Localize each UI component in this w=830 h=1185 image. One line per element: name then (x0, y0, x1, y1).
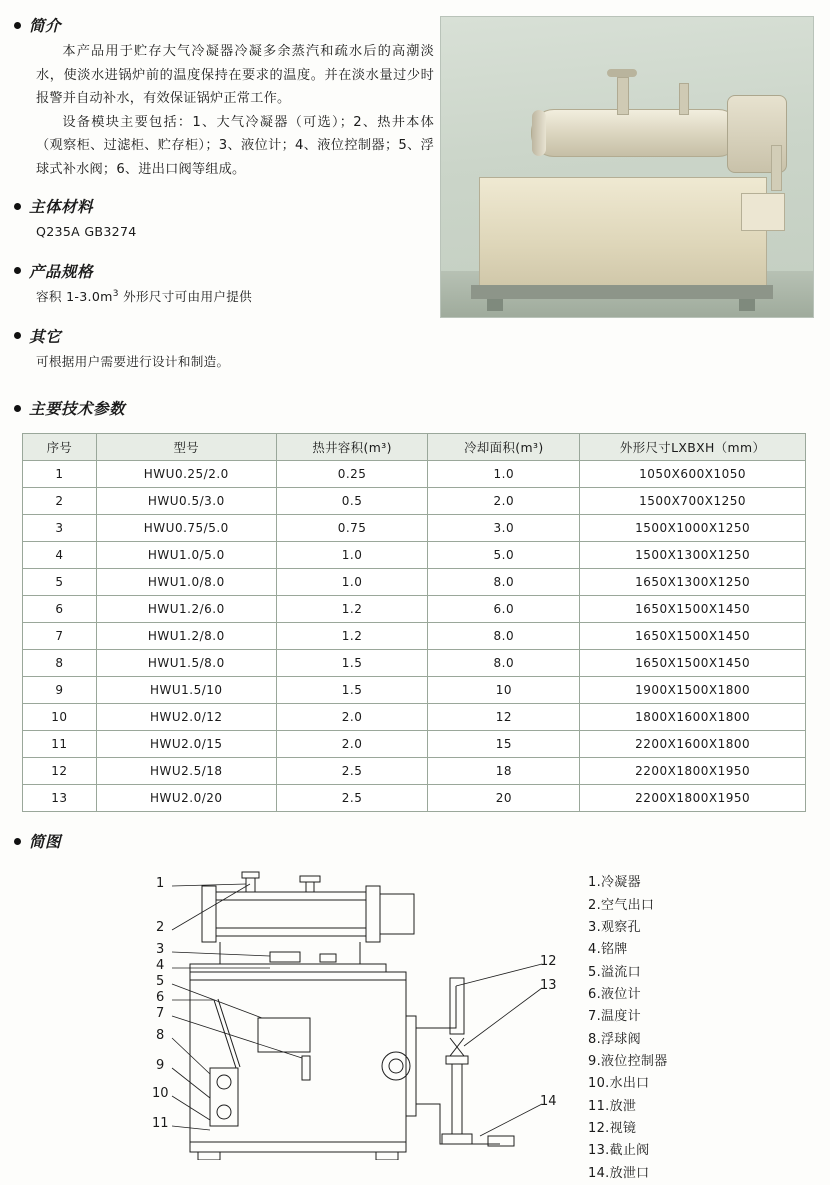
table-cell: 2200X1800X1950 (580, 758, 806, 785)
table-cell: 2.5 (276, 785, 428, 812)
table-row (23, 596, 806, 623)
photo-tank-base (471, 285, 773, 299)
table-cell: 9 (23, 677, 97, 704)
table-cell: 3 (23, 515, 97, 542)
table-cell: 0.25 (276, 461, 428, 488)
table-cell: HWU0.5/3.0 (96, 488, 276, 515)
table-cell: 1.5 (276, 677, 428, 704)
table-cell: 5 (23, 569, 97, 596)
intro-paragraph-1: 本产品用于贮存大气冷凝器冷凝多余蒸汽和疏水后的高潮淡水，使淡水进锅炉前的温度保持在要求的温度。并在淡水量过少时报警并自动补水，有效保证锅炉正常工作。 (36, 44, 434, 106)
legend-item: 4.铭牌 (588, 942, 628, 958)
params-title: 主要技术参数 (29, 400, 126, 419)
table-cell: 13 (23, 785, 97, 812)
table-header-cell: 型号 (96, 434, 276, 461)
table-header-cell: 冷却面积(m³) (428, 434, 580, 461)
table-header-cell: 外形尺寸LXBXH（mm） (580, 434, 806, 461)
table-cell: 2200X1800X1950 (580, 785, 806, 812)
table-cell: 12 (23, 758, 97, 785)
table-row (23, 650, 806, 677)
callout-3: 3 (156, 942, 165, 958)
other-heading (14, 325, 830, 347)
table-header-row (23, 434, 806, 461)
table-cell: HWU1.5/8.0 (96, 650, 276, 677)
table-cell: 5.0 (428, 542, 580, 569)
table-cell: 1800X1600X1800 (580, 704, 806, 731)
table-cell: 20 (428, 785, 580, 812)
callout-12: 12 (540, 954, 557, 970)
section-other (14, 325, 830, 374)
table-row (23, 569, 806, 596)
table-cell: 7 (23, 623, 97, 650)
table-cell: 10 (428, 677, 580, 704)
callout-7: 7 (156, 1006, 165, 1022)
callout-5: 5 (156, 974, 165, 990)
table-cell: 1500X700X1250 (580, 488, 806, 515)
intro-heading (14, 14, 434, 36)
diagram-heading (14, 830, 830, 852)
table-cell: 0.5 (276, 488, 428, 515)
table-cell: 2.0 (428, 488, 580, 515)
legend-item: 9.液位控制器 (588, 1054, 668, 1070)
table-header-cell: 序号 (23, 434, 97, 461)
table-cell: 1650X1500X1450 (580, 623, 806, 650)
table-row (23, 461, 806, 488)
diagram-legend (588, 872, 668, 1185)
legend-item: 3.观察孔 (588, 919, 641, 935)
material-value: Q235A GB3274 (36, 224, 137, 239)
legend-item: 11.放泄 (588, 1098, 637, 1114)
table-row (23, 542, 806, 569)
bullet-icon (14, 22, 21, 29)
callout-4: 4 (156, 958, 165, 974)
callout-13: 13 (540, 978, 557, 994)
table-row (23, 731, 806, 758)
table-cell: 1.2 (276, 623, 428, 650)
table-cell: 2.0 (276, 704, 428, 731)
photo-pipe-upper-left (617, 77, 629, 115)
legend-item: 7.温度计 (588, 1009, 641, 1025)
table-cell: 1.0 (276, 542, 428, 569)
table-cell: 18 (428, 758, 580, 785)
callout-10: 10 (152, 1086, 169, 1102)
spec-value-post: 外形尺寸可由用户提供 (118, 288, 253, 304)
photo-pipe-upper-right (679, 83, 689, 115)
callout-1: 1 (156, 876, 165, 892)
table-row (23, 758, 806, 785)
table-cell: HWU1.2/8.0 (96, 623, 276, 650)
technical-drawing (150, 868, 580, 1160)
table-cell: 8.0 (428, 569, 580, 596)
legend-item: 13.截止阀 (588, 1143, 650, 1159)
table-header-cell: 热井容积(m³) (276, 434, 428, 461)
intro-paragraph-2: 设备模块主要包括：1、大气冷凝器（可选）；2、热井本体（观察柜、过滤柜、贮存柜）；3、液位计；4、液位控制器；5、浮球式补水阀；6、进出口阀等组成。 (36, 114, 434, 177)
table-cell: 15 (428, 731, 580, 758)
photo-leg-right (739, 299, 755, 311)
section-intro (14, 14, 434, 181)
table-cell: 1.0 (428, 461, 580, 488)
table-row (23, 623, 806, 650)
spec-table-wrapper (22, 433, 816, 812)
photo-valve (607, 69, 637, 77)
legend-item: 2.空气出口 (588, 897, 655, 913)
photo-control-box (741, 193, 785, 231)
table-cell: 1900X1500X1800 (580, 677, 806, 704)
bullet-icon (14, 267, 21, 274)
table-cell: 1050X600X1050 (580, 461, 806, 488)
table-cell: 1650X1300X1250 (580, 569, 806, 596)
table-cell: 6 (23, 596, 97, 623)
table-cell: HWU2.0/15 (96, 731, 276, 758)
table-cell: 8.0 (428, 623, 580, 650)
legend-item: 14.放泄口 (588, 1165, 650, 1181)
bullet-icon (14, 203, 21, 210)
callout-11: 11 (152, 1116, 169, 1132)
table-cell: 8.0 (428, 650, 580, 677)
legend-item: 12.视镜 (588, 1121, 637, 1137)
legend-item: 5.溢流口 (588, 964, 641, 980)
bullet-icon (14, 838, 21, 845)
callout-6: 6 (156, 990, 165, 1006)
diagram-area (0, 868, 830, 1181)
legend-item: 10.水出口 (588, 1076, 650, 1092)
table-row (23, 785, 806, 812)
table-cell: HWU0.25/2.0 (96, 461, 276, 488)
table-cell: HWU2.5/18 (96, 758, 276, 785)
table-row (23, 677, 806, 704)
table-row (23, 488, 806, 515)
table-cell: 1 (23, 461, 97, 488)
legend-item: 1.冷凝器 (588, 875, 641, 891)
table-cell: HWU1.2/6.0 (96, 596, 276, 623)
bullet-icon (14, 332, 21, 339)
spec-table (22, 433, 806, 812)
table-cell: 10 (23, 704, 97, 731)
table-cell: 2.0 (276, 731, 428, 758)
table-cell: 1500X1000X1250 (580, 515, 806, 542)
intro-title: 简介 (29, 17, 62, 35)
table-cell: 1.5 (276, 650, 428, 677)
table-cell: 11 (23, 731, 97, 758)
material-title: 主体材料 (29, 198, 94, 216)
table-cell: 8 (23, 650, 97, 677)
legend-item: 6.液位计 (588, 986, 641, 1002)
product-photo (440, 16, 814, 318)
other-title: 其它 (29, 327, 62, 346)
spec-value-pre: 容积 1-3.0m (36, 288, 113, 304)
table-cell: HWU1.0/8.0 (96, 569, 276, 596)
table-row (23, 704, 806, 731)
bullet-icon (14, 405, 21, 412)
spec-value-exponent: 3 (112, 288, 119, 299)
table-cell: 1650X1500X1450 (580, 596, 806, 623)
table-cell: HWU1.0/5.0 (96, 542, 276, 569)
photo-leg-left (487, 299, 503, 311)
table-cell: 12 (428, 704, 580, 731)
photo-hotwell-tank (479, 177, 767, 291)
callout-2: 2 (156, 920, 165, 936)
table-cell: 2.5 (276, 758, 428, 785)
table-cell: 1.0 (276, 569, 428, 596)
photo-pipe-right (771, 145, 782, 191)
photo-condenser-cylinder (531, 109, 741, 157)
drawing-leaders (150, 868, 580, 1160)
diagram-title: 简图 (29, 833, 62, 852)
table-cell: HWU2.0/12 (96, 704, 276, 731)
intro-body (36, 40, 434, 181)
spec-table-body (23, 461, 806, 812)
table-cell: 1500X1300X1250 (580, 542, 806, 569)
callout-14: 14 (540, 1094, 557, 1110)
table-cell: HWU2.0/20 (96, 785, 276, 812)
table-cell: 2200X1600X1800 (580, 731, 806, 758)
table-cell: 0.75 (276, 515, 428, 542)
callout-9: 9 (156, 1058, 165, 1074)
table-cell: HWU1.5/10 (96, 677, 276, 704)
table-cell: 1.2 (276, 596, 428, 623)
table-cell: 6.0 (428, 596, 580, 623)
table-row (23, 515, 806, 542)
legend-item: 8.浮球阀 (588, 1031, 641, 1047)
table-cell: 4 (23, 542, 97, 569)
table-cell: HWU0.75/5.0 (96, 515, 276, 542)
section-diagram (14, 830, 830, 852)
table-cell: 1650X1500X1450 (580, 650, 806, 677)
table-cell: 2 (23, 488, 97, 515)
spec-title: 产品规格 (29, 262, 94, 281)
params-heading (14, 397, 830, 419)
other-value: 可根据用户需要进行设计和制造。 (36, 353, 230, 369)
table-cell: 3.0 (428, 515, 580, 542)
section-params (14, 397, 830, 419)
callout-8: 8 (156, 1028, 165, 1044)
